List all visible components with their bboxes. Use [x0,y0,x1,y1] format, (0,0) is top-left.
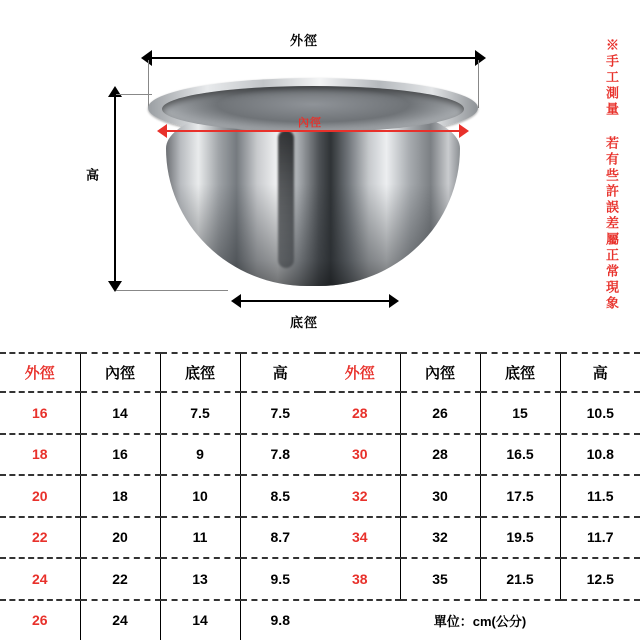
cell-height: 12.5 [560,558,640,600]
cell-inner-diameter: 30 [400,475,480,517]
height-label: 高 [84,168,99,183]
cell-height: 7.8 [240,434,320,476]
table-row [0,558,320,600]
cell-inner-diameter: 18 [80,475,160,517]
header-bottom-diameter: 底徑 [160,353,240,392]
cell-outer-diameter: 18 [0,434,80,476]
cell-height: 10.5 [560,392,640,434]
cell-bottom-diameter: 17.5 [480,475,560,517]
spec-tables [0,352,640,640]
table-row [0,392,320,434]
outer-diameter-arrow-left [141,50,152,66]
cell-bottom-diameter: 15 [480,392,560,434]
cell-height: 9.5 [240,558,320,600]
header-inner-diameter: 內徑 [400,353,480,392]
bowl-illustration [148,78,478,293]
cell-inner-diameter: 22 [80,558,160,600]
cell-height: 9.8 [270,612,290,629]
cell-outer-diameter: 22 [0,517,80,559]
bowl-highlight [278,130,294,268]
table-row [0,434,320,476]
cell-bottom-diameter: 21.5 [480,558,560,600]
table-row [0,475,320,517]
table-row [320,517,640,559]
cell-bottom-diameter: 10 [160,475,240,517]
cell-bottom-diameter: 7.5 [160,392,240,434]
bottom-diameter-arrow-left [231,294,241,308]
header-height: 高 [240,353,320,392]
cell-outer-diameter: 30 [320,434,400,476]
outer-diameter-arrow-line [150,57,476,59]
bottom-diameter-arrow-right [389,294,399,308]
outer-diameter-label: 外徑 [290,33,319,48]
cell-outer-diameter: 28 [320,392,400,434]
cell-height: 10.8 [560,434,640,476]
cell-bottom-diameter: 16.5 [480,434,560,476]
spec-table-right [320,352,640,640]
table-row [0,600,320,640]
cell-outer-diameter: 32 [320,475,400,517]
cell-height: 7.5 [240,392,320,434]
bottom-diameter-label: 底徑 [290,315,319,330]
cell-outer-diameter: 16 [0,392,80,434]
cell-bottom-diameter: 19.5 [480,517,560,559]
header-inner-diameter: 內徑 [80,353,160,392]
height-arrow-top [108,86,122,97]
cell-bottom-diameter: 11 [160,517,240,559]
header-height: 高 [560,353,640,392]
cell-outer-diameter: 26 [0,600,80,640]
header-outer-diameter: 外徑 [0,353,80,392]
cell-inner-diameter: 14 [80,392,160,434]
header-outer-diameter: 外徑 [320,353,400,392]
cell-inner-diameter: 26 [400,392,480,434]
inner-diameter-arrow-left [157,124,167,138]
cell-bottom-diameter: 13 [160,558,240,600]
cell-inner-diameter: 16 [80,434,160,476]
cell-bottom-diameter: 14 [160,600,240,640]
cell-bottom-diameter: 9 [160,434,240,476]
cell-outer-diameter: 24 [0,558,80,600]
spec-table-left [0,352,320,640]
cell-outer-diameter: 34 [320,517,400,559]
table-row [320,392,640,434]
cell-outer-diameter: 38 [320,558,400,600]
cell-height: 11.5 [560,475,640,517]
cell-outer-diameter: 20 [0,475,80,517]
inner-diameter-arrow-line [166,130,460,132]
table-header-row [320,353,640,392]
height-arrow-line [114,96,116,282]
table-row [320,475,640,517]
height-guide-top [116,94,152,95]
cell-inner-diameter: 32 [400,517,480,559]
outer-diameter-guide-right [478,60,479,108]
table-row [320,558,640,600]
height-guide-bottom [116,290,228,291]
table-header-row [0,353,320,392]
cell-height: 11.7 [560,517,640,559]
cell-inner-diameter: 28 [400,434,480,476]
table-row [320,434,640,476]
cell-inner-diameter: 35 [400,558,480,600]
cell-height: 8.7 [240,517,320,559]
cell-inner-diameter: 20 [80,517,160,559]
outer-diameter-arrow-right [475,50,486,66]
table-row [0,517,320,559]
inner-diameter-label: 內徑 [298,117,322,129]
inner-diameter-arrow-right [459,124,469,138]
unit-note-row [320,600,640,640]
header-bottom-diameter: 底徑 [480,353,560,392]
measurement-note: ※手工測量 若有些許誤差屬正常現象 [604,38,619,312]
bottom-diameter-arrow-line [240,300,390,302]
cell-height: 8.5 [240,475,320,517]
cell-inner-diameter: 24 [80,600,160,640]
unit-note: 單位：cm(公分) [433,613,527,629]
